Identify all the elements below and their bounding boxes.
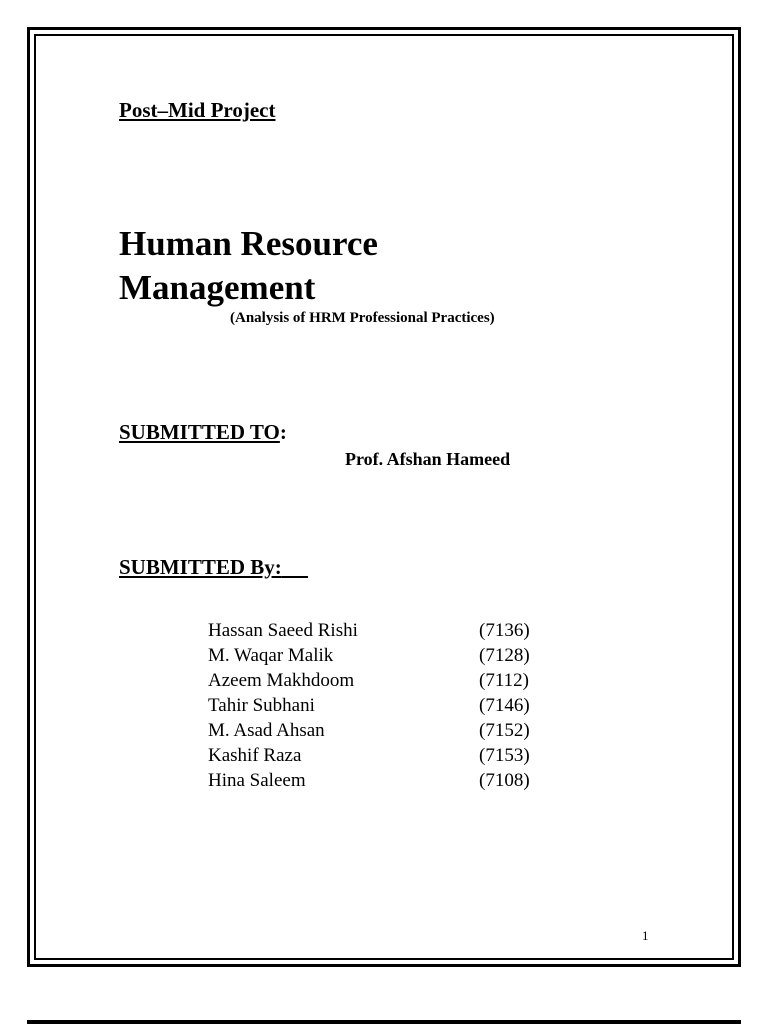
- member-row: [208, 693, 530, 718]
- submitted-to-colon: :: [279, 420, 287, 444]
- submitted-to-label: SUBMITTED TO: [119, 420, 280, 444]
- member-id: (7136): [479, 620, 530, 641]
- member-name: Tahir Subhani: [208, 695, 315, 716]
- project-label: Post–Mid Project: [119, 98, 276, 122]
- professor-name: Prof. Afshan Hameed: [345, 449, 511, 469]
- member-name: Kashif Raza: [208, 745, 302, 766]
- member-name: Hina Saleem: [208, 770, 306, 791]
- member-row: [208, 618, 530, 643]
- page-border-inner: [34, 34, 734, 960]
- member-id: (7153): [479, 745, 530, 766]
- member-list: [208, 618, 530, 793]
- member-row: [208, 668, 530, 693]
- member-row: [208, 768, 530, 793]
- member-name: Azeem Makhdoom: [208, 670, 355, 691]
- member-name: M. Asad Ahsan: [208, 720, 325, 741]
- next-page-border: [27, 1020, 741, 1024]
- member-name: M. Waqar Malik: [208, 645, 334, 666]
- member-id: (7152): [479, 720, 530, 741]
- member-id: (7112): [479, 670, 529, 691]
- document-subtitle: (Analysis of HRM Professional Practices): [230, 310, 495, 326]
- member-row: [208, 718, 530, 743]
- submitted-by-label: SUBMITTED By:: [119, 555, 282, 579]
- title-line-1: Human Resource: [119, 224, 378, 263]
- member-id: (7108): [479, 770, 530, 791]
- member-id: (7128): [479, 645, 530, 666]
- member-name: Hassan Saeed Rishi: [208, 620, 358, 641]
- submitted-by-heading: [119, 555, 308, 580]
- submitted-to-heading: [119, 420, 287, 445]
- member-id: (7146): [479, 695, 530, 716]
- document-title: [119, 222, 378, 310]
- member-row: [208, 643, 530, 668]
- member-row: [208, 743, 530, 768]
- page-number: 1: [642, 928, 649, 943]
- title-line-2: Management: [119, 268, 316, 307]
